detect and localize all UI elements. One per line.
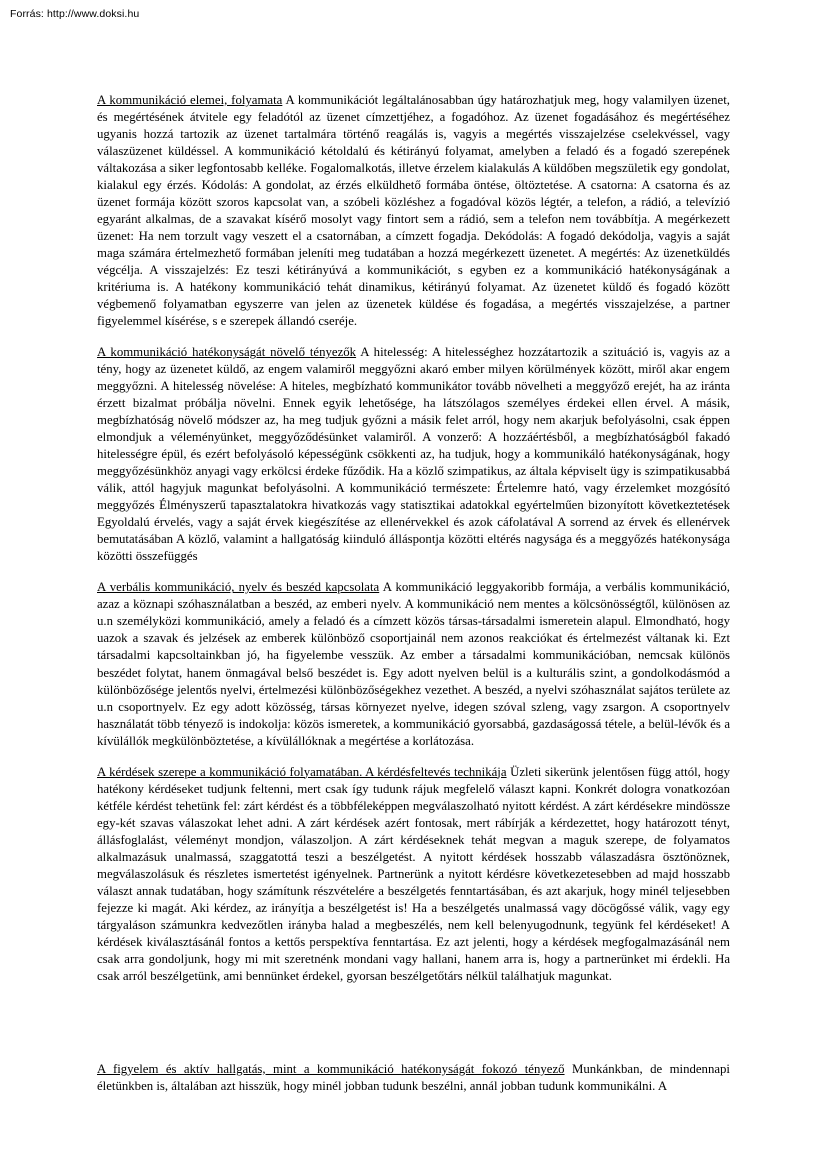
- paragraph-heading: A kommunikáció hatékonyságát növelő tényezők: [97, 345, 357, 360]
- source-url-label: Forrás: http://www.doksi.hu: [10, 8, 140, 20]
- paragraph-text: A kommunikáció leggyakoribb formája, a verbális kommunikáció, azaz a köznapi szóhasználatban a beszéd, az emberi nyelv. A kommunikáció nem mentes a kölcsönösségtől, különösen az u.n személyközi kommunikáció, amely a feladó és a címzett közös társas-társadalmi ismeretein alapul. Elmondható, hogy uazok a szavak és jelzések az emberek különböző csoportjainál nem azonos reakciókat és értelmezést váltanak ki. Ezt társadalmi kapcsoltainkban jó, ha figyelembe vesszük. Az ember a társadalmi kommunikációban, nemcsak különös beszédet folytat, hanem önmagával belső beszédet is. Egy adott nyelven belül is a kulturális szint, a gondolkodásmód a különbözősége jelentős nyelvi, értelmezési különbözőségekhez vezethet. A beszéd, a nyelvi szóhasználat sajátos területe az u.n csoportnyelv. Ez egy adott közösség, társas környezet nyelve, idegen szóval szleng, vagy zsargon. A csoportnyelv használatát több tényező is indokolja: közös ismeretek, a kommunikáció gyorsabbá, gazdaságossá tétele, a belül-lévők és a kívülállók megkülönböztetése, a kívülállóknak a megértése a korlátozása.: [97, 580, 730, 748]
- paragraph-figyelem-aktiv-hallgatas: [97, 1061, 730, 1095]
- paragraph-kommunikacio-elemei: [97, 92, 730, 330]
- paragraph-heading: A verbális kommunikáció, nyelv és beszéd kapcsolata: [97, 580, 380, 595]
- paragraph-text: Munkánkban, de mindennapi életünkben is, általában azt hisszük, hogy minél jobban tudunk beszélni, annál jobban tudunk kommunikálni. A: [97, 1061, 730, 1093]
- section-spacer: [97, 985, 730, 1061]
- paragraph-text: A hitelesség: A hitelességhez hozzátartozik a szituáció is, vagyis az a tény, hogy az üzenetet küldő, az engem valamiről meggyőzni akaró ember milyen körülmények között, miről akar engem meggyőzni. A hitelesség növelése: A hiteles, megbízható kommunikátor tovább növelheti a meggyőző erejét, ha az iránta érzett bizalmat próbálja növelni. Ennek egyik lehetősége, ha látszólagos személyes érdekei ellen érvel. A másik, megbízhatóság növelő módszer az, ha meg tudjuk győzni a másik felet arról, hogy nem akarjuk befolyásolni, csak éppen elmondjuk a véleményünket, meggyőződésünket valamiről. A vonzerő: A hozzáértésből, a megbízhatóságból fakadó hitelességre épül, és ezért befolyásoló képességünk csökkenti az, ha tudjuk, hogy a kommunikáló hatékonyságának, hogy meggyőzésünkhöz anyagi vagy erkölcsi érdeke fűződik. Ha a közlő szimpatikus, az általa képviselt ügy is szimpatikusabbá válik, attól hagyjuk magunkat befolyásolni. A kommunikáció természete: Értelemre ható, vagy érzelemket mozgósító meggyőzés Élményszerű tapasztalatokra hivatkozás vagy statisztikai adatokkal egyértelműen bizonyított következtetések Egyoldalú érvelés, vagy a saját érvek kiegészítése az ellenérvekkel és azok cáfolatával A sorrend az érvek és ellenérvek bemutatásában A közlő, valamint a hallgatóság kiinduló álláspontja közötti eltérés nagysága és a meggyőzés hatékonysága közötti összefüggés: [97, 345, 730, 564]
- paragraph-text: Üzleti sikerünk jelentősen függ attól, hogy hatékony kérdéseket tudjunk feltenni, mert csak így tudunk rájuk megfelelő választ kapni. Konkrét dologra vonatkozóan kétféle kérdést tehetünk fel: zárt kérdést és a többféleképpen megválaszolható nyitott kérdést. A zárt kérdésekre mindössze egy-két szavas válaszokat lehet adni. A zárt kérdések azért fontosak, mert rábírják a kérdezettet, hogy határozott tényt, állásfoglalást, véleményt mondjon, válaszoljon. A zárt kérdéseknek tehát megvan a maguk szerepe, de folyamatos alkalmazásuk unalmassá, szaggatottá teszi a beszélgetést. A nyitott kérdések hosszabb válaszadásra ösztönöznek, megválaszolásuk és részletes ismertetést igényelnek. Partnerünk a nyitott kérdésre következetesebben ad majd hosszabb választ annak tudatában, hogy számítunk részvételére a beszélgetés fenntartásában, és azt akarjuk, hogy minél teljesebben fejezze ki magát. Aki kérdez, az irányítja a beszélgetést is! Ha a beszélgetés unalmassá vagy döcögőssé válik, vagy egy tárgyaláson számunkra kedvezőtlen irányba halad a megbeszélés, nem kell belenyugodnunk, tegyünk fel kérdéseket! A kérdések kiválasztásánál fontos a kettős perspektíva fenntartása. Ez azt jelenti, hogy a kérdések megfogalmazásánál nem csak arra gondoljunk, hogy mi mit szeretnénk mondani vagy hallani, hanem arra is, hogy a partnerünket mi érdekli. Ha csak arról beszélgetünk, ami bennünket érdekel, gyorsan beszélgetőtárs nélkül találhatjuk magunkat.: [97, 764, 730, 983]
- document-body: [97, 92, 730, 1095]
- paragraph-text: A kommunikációt legáltalánosabban úgy határozhatjuk meg, hogy valamilyen üzenet, és megértésének átvitele egy feladótól az üzenet címzettjéhez, a fogadóhoz. Az üzenet fogadásához és megértéséhez ugyanis hozzá tartozik az üzenet tartalmára történő reagálás is, vagyis a megértés visszajelzése cselekvéssel, vagy válaszüzenet küldéssel. A kommunikáció kétoldalú és kétirányú folyamat, amelyben a feladó és a fogadó szerepének váltakozása a siker legfontosabb kelléke. Fogalomalkotás, illetve érzelem kialakulás A küldőben megszületik egy gondolat, kialakul egy érzés. Kódolás: A gondolat, az érzés elküldhető formába öntése, öltöztetése. A csatorna: A csatorna és az üzenet formája között szoros kapcsolat van, a szóbeli közléshez a fogadóval közös légtér, a telefon, a rádió, a televízió egyaránt alkalmas, de a szavakat kísérő mosolyt vagy fintort sem a rádió, sem a telefon nem továbbítja. A megérkezett üzenet: Ha nem torzult vagy veszett el a csatornában, a címzett fogadja. Dekódolás: A fogadó dekódolja, vagyis a saját maga számára értelmezhető formában jeleníti meg tudatában a hozzá megérkezett üzenetet. A megértés: Az üzenetküldés végcélja. A visszajelzés: Ez teszi kétirányúvá a kommunikációt, s egyben ez a kommunikáció hatékonyságának a kritériuma is. A hatékony kommunikáció tehát dinamikus, kétirányú folyamat. Az üzenetet küldő és fogadó között végbemenő folyamatban egyszerre van jelen az üzenetek küldése és fogadása, a megértés visszajelzése, a partner figyelemmel kísérése, s e szerepek állandó cseréje.: [97, 93, 730, 329]
- paragraph-heading: A kommunikáció elemei, folyamata: [97, 93, 283, 107]
- paragraph-verbalis-kommunikacio: [97, 579, 730, 749]
- paragraph-heading: A kérdések szerepe a kommunikáció folyamatában. A kérdésfeltevés technikája: [97, 764, 507, 779]
- paragraph-kerdesek-szerepe: [97, 764, 730, 985]
- paragraph-hatekonysagot-novelo-tenyezok: [97, 344, 730, 565]
- paragraph-heading: A figyelem és aktív hallgatás, mint a kommunikáció hatékonyságát fokozó tényező: [97, 1061, 565, 1076]
